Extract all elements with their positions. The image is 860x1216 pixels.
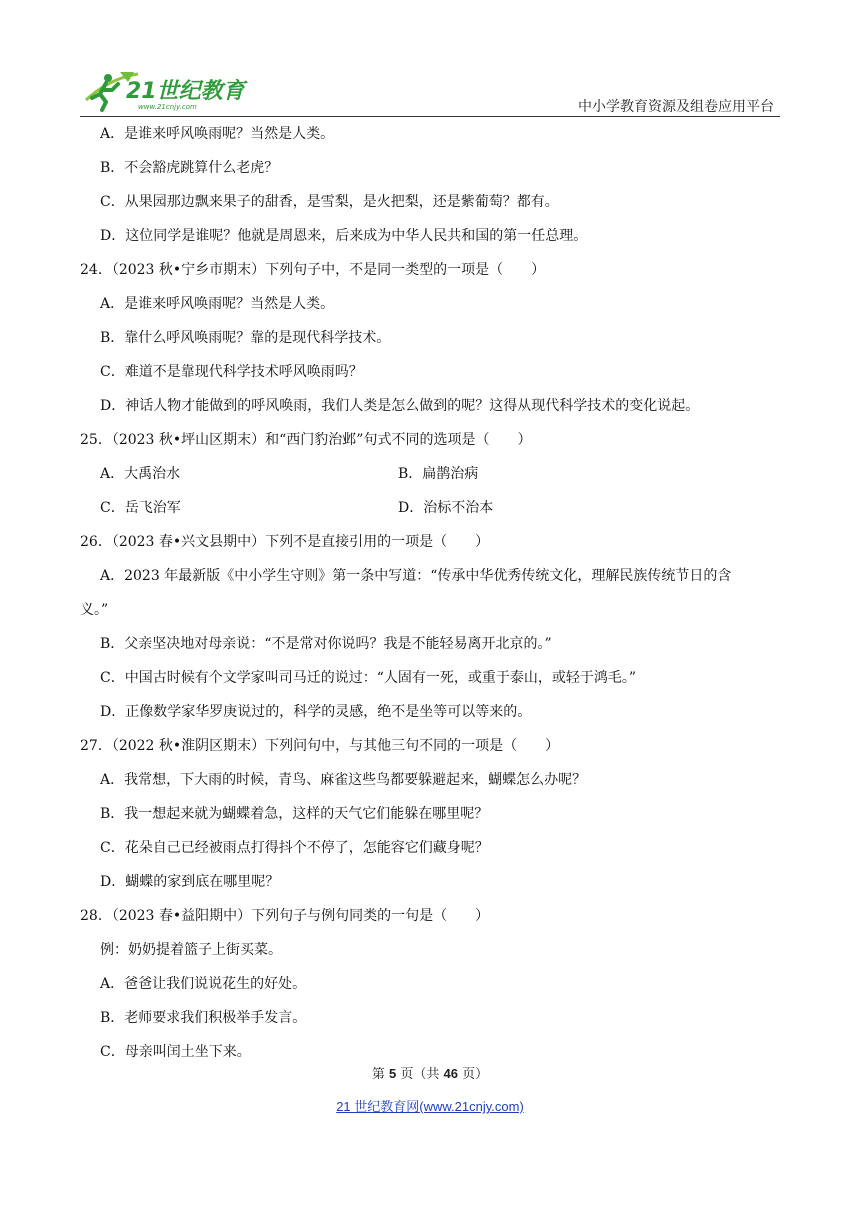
question-28: 28．（2023 春•益阳期中）下列句子与例句同类的一句是（ ） — [80, 908, 490, 924]
option-a: A．2023 年最新版《中小学生守则》第一条中写道：“传承中华优秀传统文化，理解民族传统节日的含 — [100, 568, 732, 584]
option-c: C．岳飞治军 — [100, 500, 181, 516]
option-c: C．难道不是靠现代科学技术呼风唤雨吗？ — [100, 364, 363, 380]
logo[interactable] — [80, 68, 255, 112]
page-prefix: 第 — [371, 1067, 390, 1082]
option-a: A．大禹治水 — [100, 466, 181, 482]
option-b: B．父亲坚决地对母亲说：“不是常对你说吗？我是不能轻易离开北京的。” — [100, 636, 552, 652]
option-d: D．这位同学是谁呢？他就是周恩来，后来成为中华人民共和国的第一任总理。 — [100, 228, 588, 244]
question-26: 26．（2023 春•兴文县期中）下列不是直接引用的一项是（ ） — [80, 534, 490, 550]
option-b: B．我一想起来就为蝴蝶着急，这样的天气它们能躲在哪里呢？ — [100, 806, 489, 822]
option-b: B．扁鹊治病 — [398, 466, 479, 482]
page-suffix: 页） — [457, 1067, 489, 1082]
current-page: 5 — [389, 1066, 397, 1081]
option-b: B．靠什么呼风唤雨呢？靠的是现代科学技术。 — [100, 330, 391, 346]
option-c: C．从果园那边飘来果子的甜香，是雪梨，是火把梨，还是紫葡萄？都有。 — [100, 194, 559, 210]
option-d: D．治标不治本 — [398, 500, 494, 516]
option-c: C．母亲叫闰土坐下来。 — [100, 1044, 251, 1060]
option-a: A．我常想，下大雨的时候，青鸟、麻雀这些鸟都要躲避起来，蝴蝶怎么办呢？ — [100, 772, 587, 788]
total-pages: 46 — [443, 1066, 458, 1081]
logo-runner-icon — [80, 68, 255, 112]
svg-text:www.21cnjy.com: www.21cnjy.com — [138, 103, 197, 111]
option-d: D．正像数学家华罗庚说过的，科学的灵感，绝不是坐等可以等来的。 — [100, 704, 532, 720]
option-d: D．蝴蝶的家到底在哪里呢？ — [100, 874, 280, 890]
page-mid: 页（共 — [396, 1067, 444, 1082]
option-c: C．花朵自己已经被雨点打得抖个不停了，怎能容它们藏身呢？ — [100, 840, 489, 856]
platform-name: 中小学教育资源及组卷应用平台 — [578, 99, 774, 115]
option-b: B．不会豁虎跳算什么老虎？ — [100, 160, 279, 176]
page-number — [0, 1063, 860, 1082]
page-header — [80, 66, 780, 118]
question-24: 24．（2023 秋•宁乡市期末）下列句子中，不是同一类型的一项是（ ） — [80, 262, 546, 278]
question-27: 27．（2022 秋•淮阴区期末）下列问句中，与其他三句不同的一项是（ ） — [80, 738, 560, 754]
svg-text:21世纪教育: 21世纪教育 — [126, 79, 245, 104]
option-a-continued: 义。” — [80, 602, 109, 618]
option-a: A．是谁来呼风唤雨呢？当然是人类。 — [100, 126, 335, 142]
option-a: A．是谁来呼风唤雨呢？当然是人类。 — [100, 296, 335, 312]
example-sentence: 例：奶奶提着篮子上街买菜。 — [100, 942, 282, 958]
option-d: D．神话人物才能做到的呼风唤雨，我们人类是怎么做到的呢？这得从现代科学技术的变化说起。 — [100, 398, 700, 414]
footer-site-link[interactable]: 21 世纪教育网(www.21cnjy.com) — [336, 1099, 524, 1114]
option-c: C．中国古时候有个文学家叫司马迁的说过：“人固有一死，或重于泰山，或轻于鸿毛。” — [100, 670, 637, 686]
option-b: B．老师要求我们积极举手发言。 — [100, 1010, 307, 1026]
header-divider — [80, 116, 780, 117]
option-a: A．爸爸让我们说说花生的好处。 — [100, 976, 307, 992]
question-25: 25．（2023 秋•坪山区期末）和“西门豹治邺”句式不同的选项是（ ） — [80, 432, 532, 448]
